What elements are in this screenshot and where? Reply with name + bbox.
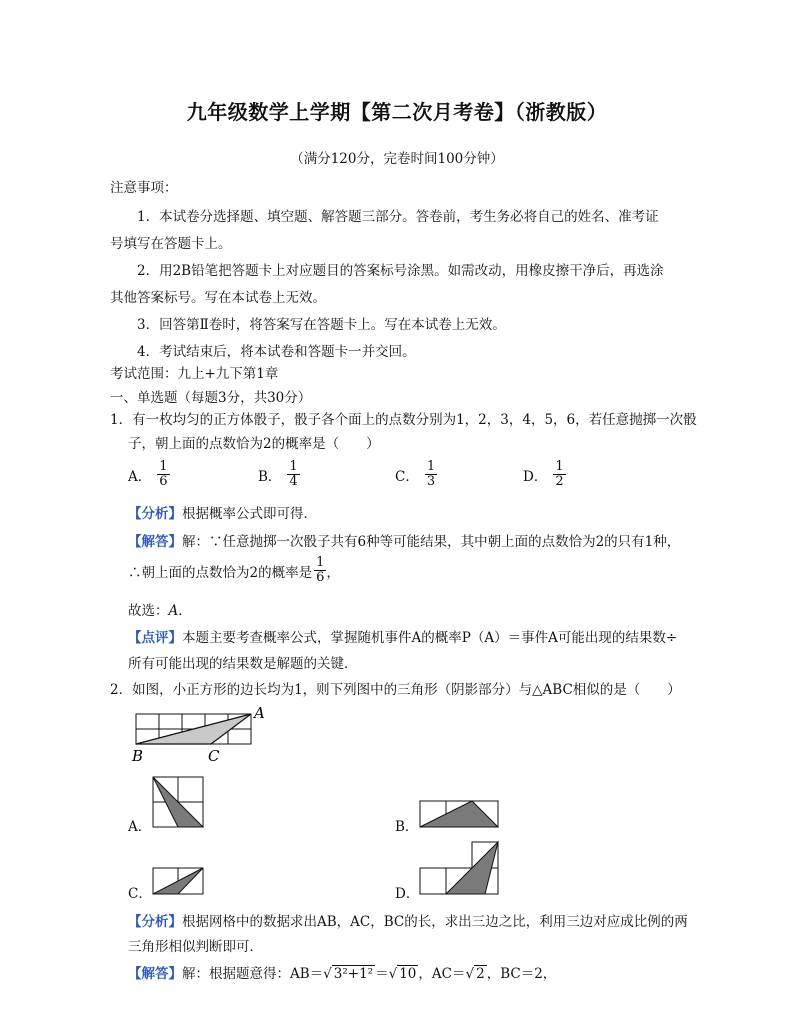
q2-option-b-label[interactable]: B． xyxy=(395,819,419,835)
q1-option-d[interactable]: D． $\frac{1}{2}$ xyxy=(523,459,564,489)
shaded-triangle xyxy=(420,801,498,827)
q2-option-a-figure[interactable] xyxy=(153,777,205,829)
label-b: B xyxy=(132,747,144,765)
q1-option-c[interactable]: C． $\frac{1}{3}$ xyxy=(395,459,436,489)
q1-solution-line1: 【解答】解：∵任意抛掷一次骰子共有6种等可能结果，其中朝上面的点数恰为2的只有1种， xyxy=(128,534,681,550)
q1-solution-line2: ∴朝上面的点数恰为2的概率是 $\frac{1}{6}$ ， xyxy=(128,555,340,585)
q2-analysis-line2: 三角形相似判断即可． xyxy=(128,939,263,955)
sqrt-expression: √ 3²+1² xyxy=(323,966,374,982)
notice-heading: 注意事项： xyxy=(110,180,178,196)
sqrt-expression: √ 10 xyxy=(388,966,417,982)
notice-1a: 1．本试卷分选择题、填空题、解答题三部分。答卷前，考生务必将自己的姓名、准考证 xyxy=(137,209,659,225)
q1-stem-line1: 1．有一枚均匀的正方体骰子，骰子各个面上的点数分别为1，2，3，4，5，6，若任意抛掷一次骰 xyxy=(110,412,697,428)
fraction: $\frac{1}{2}$ xyxy=(555,459,564,489)
q1-analysis: 【分析】根据概率公式即可得． xyxy=(128,506,317,522)
q1-comment-line1: 【点评】本题主要考查概率公式，掌握随机事件A的概率P（A）＝事件A可能出现的结果数÷ xyxy=(128,630,678,646)
q1-comment-line2: 所有可能出现的结果数是解题的关键． xyxy=(128,656,358,672)
analysis-tag: 【分析】 xyxy=(128,914,182,930)
q1-stem-line2: 子，朝上面的点数恰为2的概率是（ ） xyxy=(128,436,380,452)
q2-stem: 2．如图，小正方形的边长均为1，则下列图中的三角形（阴影部分）与△ABC相似的是（ ） xyxy=(110,682,681,698)
notice-2b: 其他答案标号。写在本试卷上无效。 xyxy=(110,290,326,306)
solution-tag: 【解答】 xyxy=(128,534,182,550)
page-subtitle: （满分120分，完卷时间100分钟） xyxy=(290,151,504,167)
sqrt-expression: √ 2 xyxy=(465,966,485,982)
q1-option-b[interactable]: B． $\frac{1}{4}$ xyxy=(258,459,298,489)
notice-1b: 号填写在答题卡上。 xyxy=(110,236,232,252)
notice-4: 4．考试结束后，将本试卷和答题卡一并交回。 xyxy=(137,344,416,360)
comment-tag: 【点评】 xyxy=(128,630,182,646)
analysis-tag: 【分析】 xyxy=(128,506,182,522)
q1-choose: 故选：A． xyxy=(128,603,192,619)
solution-tag: 【解答】 xyxy=(128,966,182,982)
q2-option-a-label[interactable]: A． xyxy=(128,819,152,835)
triangle-abc-figure xyxy=(132,704,266,765)
fraction: $\frac{1}{6}$ xyxy=(159,459,168,489)
q2-option-d-figure[interactable] xyxy=(420,842,502,896)
fraction: $\frac{1}{3}$ xyxy=(426,459,436,489)
q2-option-b-figure[interactable] xyxy=(420,801,500,829)
exam-scope: 考试范围：九上+九下第1章 xyxy=(110,366,279,382)
q2-solution: 【解答】解：根据题意得：AB＝√ 3²+1² ＝√ 10 ，AC＝√ 2 ，BC＝2， xyxy=(128,966,557,982)
label-a: A xyxy=(254,704,265,722)
notice-2a: 2．用2B铅笔把答题卡上对应题目的答案标号涂黑。如需改动，用橡皮擦干净后，再选涂 xyxy=(137,263,664,279)
q2-option-c-figure[interactable] xyxy=(153,868,205,896)
fraction: $\frac{1}{6}$ xyxy=(316,555,325,585)
section-heading: 一、单选题（每题3分，共30分） xyxy=(110,390,312,406)
q2-option-d-label[interactable]: D． xyxy=(395,886,420,902)
q2-analysis-line1: 【分析】根据网格中的数据求出AB，AC，BC的长，求出三边之比，利用三边对应成比例的两 xyxy=(128,914,688,930)
label-c: C xyxy=(208,747,220,765)
notice-3: 3．回答第Ⅱ卷时，将答案写在答题卡上。写在本试卷上无效。 xyxy=(137,317,506,333)
q2-option-c-label[interactable]: C． xyxy=(128,886,152,902)
q1-option-a[interactable]: A． $\frac{1}{6}$ xyxy=(128,459,168,489)
page-title: 九年级数学上学期【第二次月考卷】（浙教版） xyxy=(186,100,608,124)
fraction: $\frac{1}{4}$ xyxy=(289,459,298,489)
